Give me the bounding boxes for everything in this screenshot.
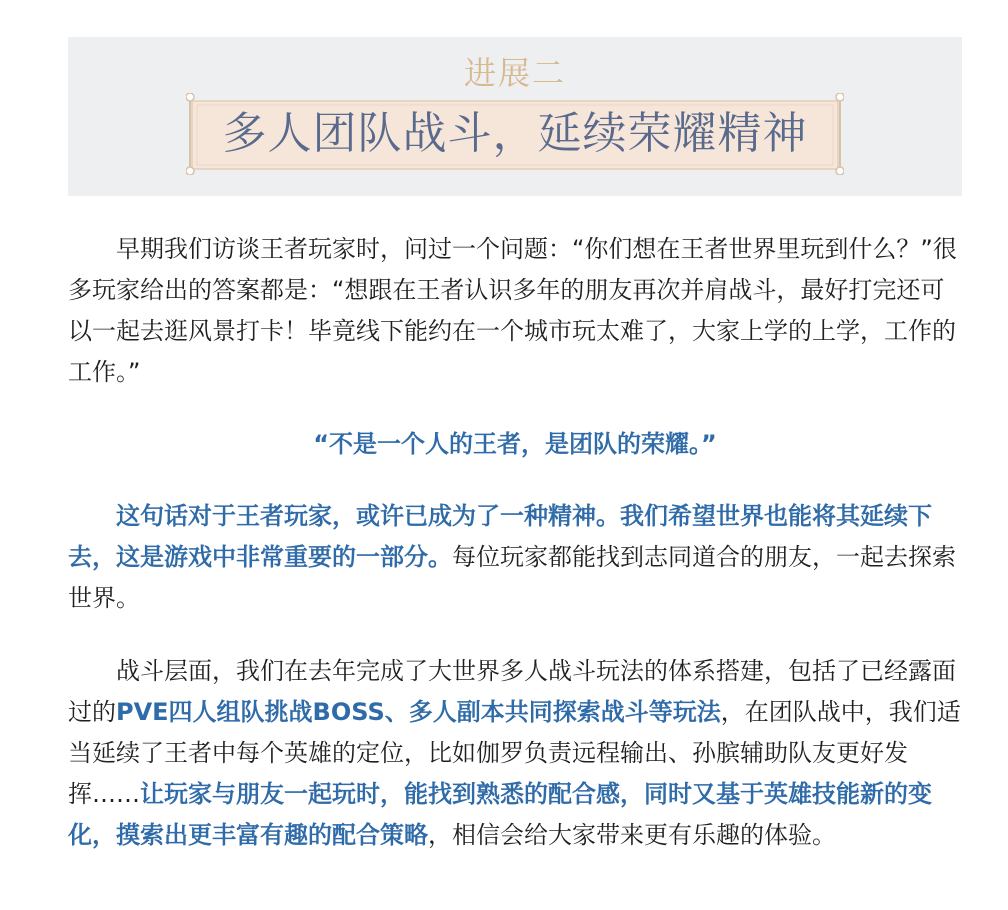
paragraph-combat-part3: ，相信会给大家带来更有乐趣的体验。 — [428, 821, 836, 849]
paragraph-spirit-highlight: 这句话对于王者玩家，或许已成为了一种精神。我们希望世界也能将其延续下去，这是游戏中非常重要的一部分。 — [68, 502, 932, 571]
paragraph-combat-highlight2: 让玩家与朋友一起玩时，能找到熟悉的配合感，同时又基于英雄技能新的变化，摸索出更丰富有趣的配合策略 — [68, 780, 932, 849]
paragraph-combat-highlight1: PVE四人组队挑战BOSS、多人副本共同探索战斗等玩法 — [116, 698, 721, 726]
paragraph-spirit — [68, 496, 968, 619]
section-banner — [68, 37, 962, 196]
section-title: 多人团队战斗，延续荣耀精神 — [222, 108, 808, 159]
title-scroll — [186, 93, 844, 175]
paragraph-interview-text: 早期我们访谈王者玩家时，问过一个问题：“你们想在王者世界里玩到什么？”很多玩家给出的答案都是：“想跟在王者认识多年的朋友再次并肩战斗，最好打完还可以一起去逛风景打卡！毕竟线下能约在一个城市玩太难了，大家上学的上学，工作的工作。” — [68, 235, 957, 386]
paragraph-combat-part2: ，在团队战中，我们适当延续了王者中每个英雄的定位，比如伽罗负责远程输出、孙膑辅助队友更好发挥…… — [68, 698, 961, 808]
paragraph-combat-part1: 战斗层面，我们在去年完成了大世界多人战斗玩法的体系搭建，包括了已经露面过的 — [68, 657, 956, 726]
section-subtitle: 进展二 — [463, 54, 566, 92]
paragraph-interview — [68, 229, 968, 393]
paragraph-spirit-rest: 每位玩家都能找到志同道合的朋友，一起去探索世界。 — [68, 543, 956, 612]
highlight-quote: “不是一个人的王者，是团队的荣耀。” — [313, 430, 717, 458]
paragraph-combat — [68, 651, 968, 856]
